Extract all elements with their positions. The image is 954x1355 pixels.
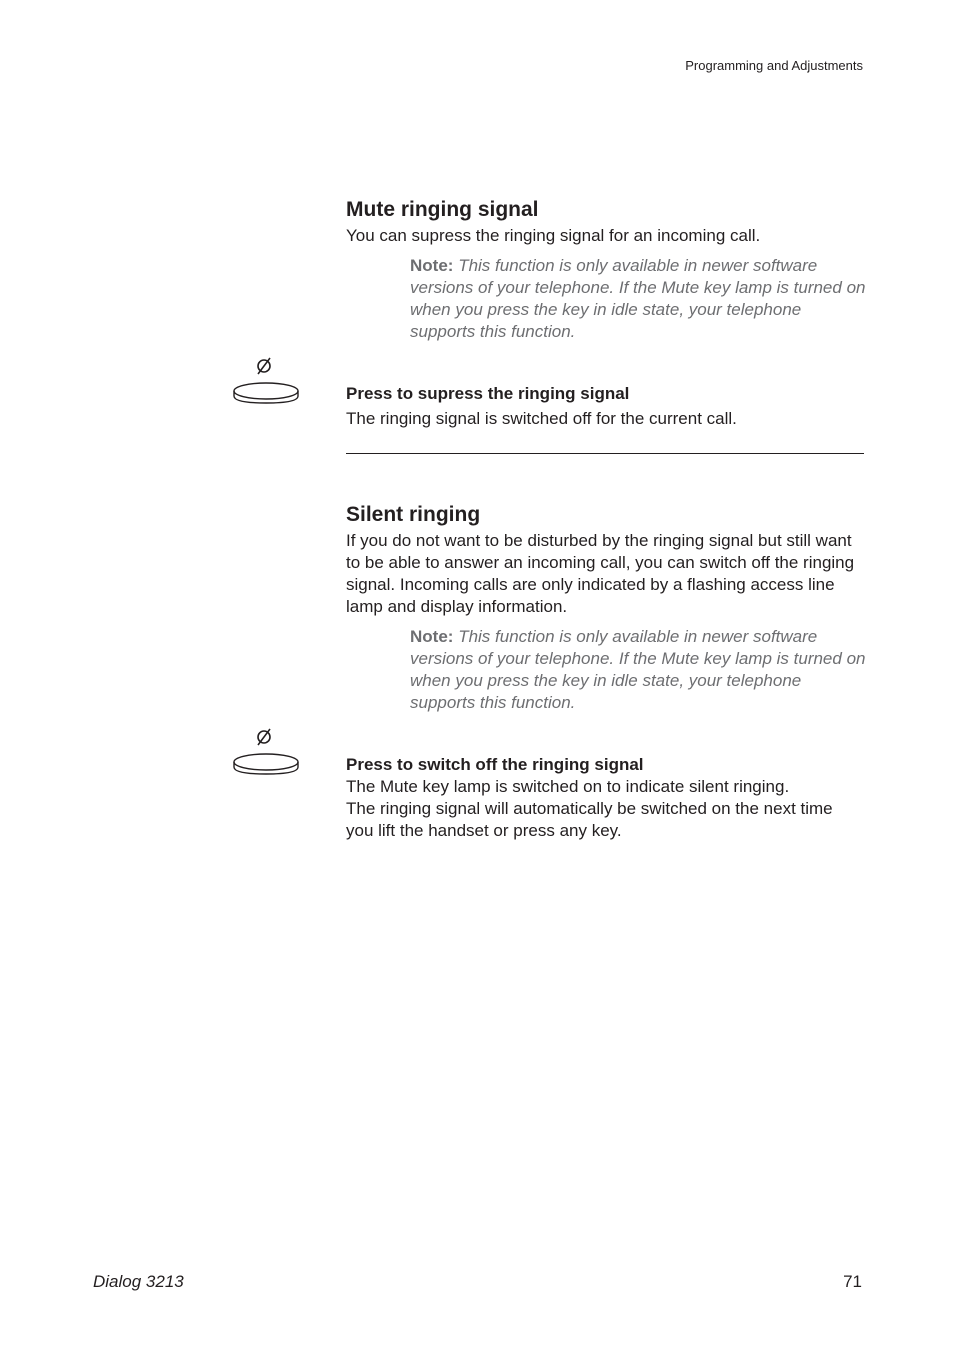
silent-ringing-intro: If you do not want to be disturbed by the ringing signal but still want to be able to answer an incoming call, you can switch off the ringing signal. Incoming calls are only indicated by a flashing access line lamp and display information. xyxy=(346,531,855,616)
silent-ringing-heading: Silent ringing xyxy=(346,503,481,526)
note-label: Note: xyxy=(410,256,454,275)
footer-document-title: Dialog 3213 xyxy=(93,1272,184,1291)
mute-key-icon xyxy=(232,354,302,406)
section-divider xyxy=(346,453,864,454)
silent-step-title: Press to switch off the ringing signal xyxy=(346,755,644,774)
mute-key-icon xyxy=(232,725,302,777)
mute-step-title: Press to supress the ringing signal xyxy=(346,384,630,403)
mute-ringing-note xyxy=(410,255,870,343)
silent-step-text-1: The Mute key lamp is switched on to indicate silent ringing. xyxy=(346,777,790,796)
mute-ringing-heading: Mute ringing signal xyxy=(346,198,539,221)
note-label: Note: xyxy=(410,627,454,646)
mute-ringing-intro: You can supress the ringing signal for an incoming call. xyxy=(346,226,761,245)
note-text: This function is only available in newer software versions of your telephone. If the Mute key lamp is turned on when you press the key in idle state, your telephone supports this function. xyxy=(410,627,866,712)
mute-step-text: The ringing signal is switched off for the current call. xyxy=(346,409,737,428)
footer-page-number: 71 xyxy=(843,1272,862,1291)
note-text: This function is only available in newer software versions of your telephone. If the Mute key lamp is turned on when you press the key in idle state, your telephone supports this function. xyxy=(410,256,866,341)
running-header: Programming and Adjustments xyxy=(685,58,863,73)
silent-ringing-note xyxy=(410,626,870,714)
silent-step-text-2: The ringing signal will automatically be switched on the next time you lift the handset or press any key. xyxy=(346,799,833,840)
